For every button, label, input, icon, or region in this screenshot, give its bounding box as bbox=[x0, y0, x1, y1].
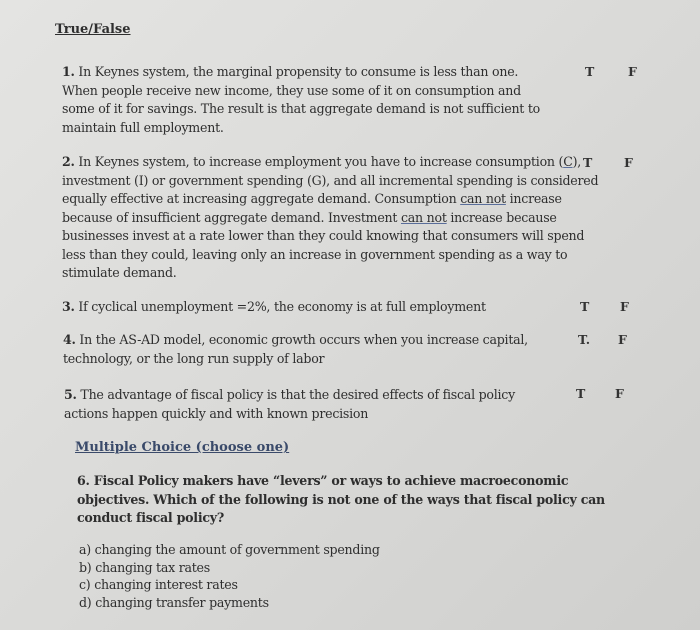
option-b[interactable]: b) changing tax rates bbox=[79, 559, 210, 575]
question-2 bbox=[62, 153, 600, 283]
question-number: 3. bbox=[62, 299, 75, 314]
question-text: If cyclical unemployment =2%, the economy is at full employment bbox=[78, 299, 486, 314]
underlined-can-not: can not bbox=[460, 191, 506, 206]
false-option[interactable]: F bbox=[615, 386, 624, 401]
question-text: In Keynes system, to increase employment you have to increase consumption ( bbox=[78, 154, 564, 169]
true-option[interactable]: T. bbox=[578, 332, 591, 347]
question-1 bbox=[62, 63, 542, 137]
question-text: In Keynes system, the marginal propensity to consume is less than one. When people receive new income, they use some of it on consumption and some of it for savings. The result is that aggregate demand is not sufficient to maintain full employment. bbox=[62, 64, 541, 135]
question-6 bbox=[77, 472, 617, 528]
option-d[interactable]: d) changing transfer payments bbox=[79, 594, 269, 610]
question-5 bbox=[64, 386, 554, 423]
section-heading-multiple-choice: Multiple Choice (choose one) bbox=[75, 440, 290, 455]
question-text: In the AS-AD model, economic growth occurs when you increase capital, technology, or the long run supply of labor bbox=[63, 332, 528, 366]
section-heading-true-false: True/False bbox=[55, 22, 131, 37]
underlined-c: C bbox=[563, 154, 573, 169]
false-option[interactable]: F bbox=[618, 332, 627, 347]
answer-options bbox=[79, 541, 380, 611]
true-option[interactable]: T bbox=[580, 299, 590, 314]
question-number: 4. bbox=[63, 332, 76, 347]
question-number: 5. bbox=[64, 387, 77, 402]
option-a[interactable]: a) changing the amount of government spending bbox=[79, 542, 380, 557]
false-option[interactable]: F bbox=[620, 299, 629, 314]
false-option[interactable]: F bbox=[628, 64, 637, 79]
true-option[interactable]: T bbox=[583, 155, 593, 170]
true-option[interactable]: T bbox=[576, 386, 586, 401]
question-number: 1. bbox=[62, 64, 75, 79]
question-text: increase because of insufficient aggregate demand. Investment bbox=[62, 191, 562, 225]
false-option[interactable]: F bbox=[624, 155, 633, 170]
question-text: The advantage of fiscal policy is that the desired effects of fiscal policy actions happen quickly and with known precision bbox=[64, 387, 515, 421]
question-4 bbox=[63, 331, 533, 368]
true-option[interactable]: T bbox=[585, 64, 595, 79]
question-number: 2. bbox=[62, 154, 75, 169]
underlined-can-not: can not bbox=[400, 209, 447, 225]
option-c[interactable]: c) changing interest rates bbox=[79, 577, 238, 592]
question-3 bbox=[62, 298, 562, 317]
question-text: Fiscal Policy makers have “levers” or ways to achieve macroeconomic objectives. Which of the following is not one of the ways that fiscal policy can conduct fiscal policy? bbox=[77, 473, 605, 525]
question-number: 6. bbox=[77, 473, 90, 488]
question-text: ), investment (I) or government spending (G), and all incremental spending is considered equally effective at increasing aggregate demand. Consumption bbox=[62, 154, 599, 206]
question-text: increase because businesses invest at a rate lower than they could knowing that consumers will spend less than they could, leaving only an increase in government spending as a way to stimulate demand. bbox=[62, 209, 585, 280]
